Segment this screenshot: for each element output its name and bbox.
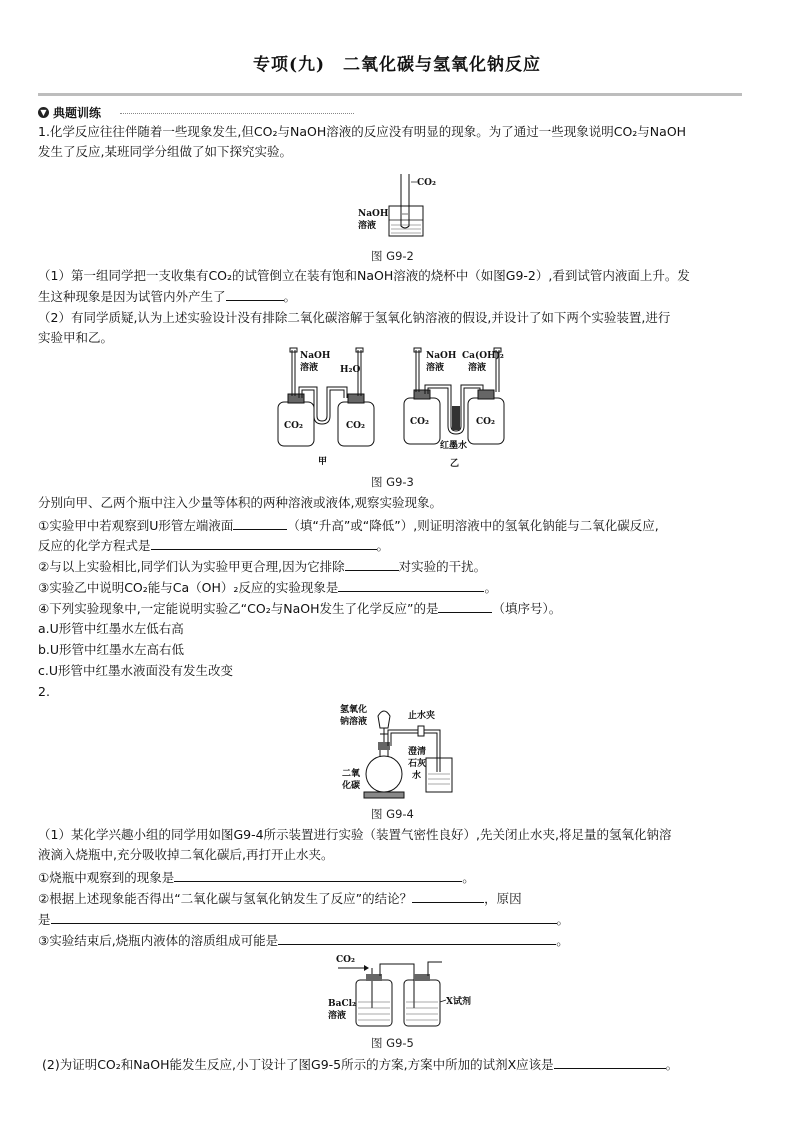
svg-text:Ca(OH)₂: Ca(OH)₂: [462, 351, 504, 361]
page-title: 专项(九) 二氧化碳与氢氧化钠反应: [252, 55, 542, 75]
q2-sub1: ①烧瓶中观察到的现象是 。: [38, 867, 758, 888]
svg-text:溶液: 溶液: [468, 363, 487, 373]
label-jia: 甲: [318, 457, 328, 467]
q1-sub1-line2: 反应的化学方程式是 。: [38, 535, 758, 556]
dropping-funnel: [378, 711, 390, 728]
option-c: c.U形管中红墨水液面没有发生改变: [38, 663, 233, 678]
svg-text:CO₂: CO₂: [284, 421, 303, 431]
section-label: 典题训练: [53, 106, 102, 120]
q2-sub2-line2: 是 。: [38, 909, 758, 930]
svg-text:溶液: 溶液: [300, 363, 319, 373]
chevron-down-icon: ▼: [38, 107, 49, 118]
figure-g9-5: [326, 952, 476, 1032]
q1-part2-line1: （2）有同学质疑,认为上述实验设计没有排除二氧化碳溶解于氢氧化钠溶液的假设,并设计了如下两个实验装置,进行: [38, 310, 671, 325]
svg-text:溶液: 溶液: [328, 1011, 347, 1021]
g92-solution-label: 溶液: [358, 221, 377, 231]
section-divider: [120, 113, 354, 114]
svg-text:NaOH: NaOH: [300, 351, 331, 361]
q1-intro-line2: 发生了反应,某班同学分组做了如下探究实验。: [38, 144, 292, 159]
answer-blank[interactable]: [345, 556, 399, 571]
svg-text:溶液: 溶液: [426, 363, 445, 373]
q1-part1-line1: （1）第一组同学把一支收集有CO₂的试管倒立在装有饱和NaOH溶液的烧杯中（如图G9-2）,看到试管内液面上升。发: [38, 268, 690, 283]
answer-blank[interactable]: [412, 888, 484, 903]
answer-blank[interactable]: [278, 930, 556, 945]
q1-sub1-line1: ①实验甲中若观察到U形管左端液面 （填“升高”或“降低”）,则证明溶液中的氢氧化钠能与二氧化碳反应,: [38, 515, 758, 536]
svg-text:CO₂: CO₂: [410, 417, 429, 427]
svg-text:NaOH: NaOH: [426, 351, 457, 361]
figure-g9-3: [268, 346, 524, 472]
q1-after-fig3: 分别向甲、乙两个瓶中注入少量等体积的两种溶液或液体,观察实验现象。: [38, 495, 442, 510]
figure-g9-2: [355, 170, 445, 242]
svg-text:化碳: 化碳: [342, 781, 361, 791]
g92-naoh-label: NaOH: [358, 209, 389, 219]
option-a: a.U形管中红墨水左低右高: [38, 621, 184, 636]
figure-g9-4: [338, 702, 486, 806]
section-header: [38, 104, 101, 121]
svg-text:氢氧化: 氢氧化: [340, 705, 368, 715]
answer-blank[interactable]: [554, 1054, 666, 1069]
water-clamp: [418, 726, 424, 736]
svg-text:石灰: 石灰: [408, 759, 427, 769]
q1-part1-line2: 生这种现象是因为试管内外产生了 。: [38, 286, 758, 307]
q2-sub2-line1: ②根据上述现象能否得出“二氧化碳与氢氧化钠发生了反应”的结论？ ，原因: [38, 888, 758, 909]
q2-part1-line2: 液滴入烧瓶中,充分吸收掉二氧化碳后,再打开止水夹。: [38, 847, 334, 862]
q2-sub3: ③实验结束后,烧瓶内液体的溶质组成可能是 。: [38, 930, 758, 951]
bottle-x-reagent: [404, 980, 440, 1026]
q2-number: 2.: [38, 684, 50, 699]
apparatus-yi: [404, 348, 504, 469]
title-divider: [38, 93, 742, 96]
q2-part2: (2)为证明CO₂和NaOH能发生反应,小丁设计了图G9-5所示的方案,方案中所加的试剂X应该是 。: [42, 1054, 762, 1075]
svg-text:X试剂: X试剂: [446, 997, 471, 1007]
answer-blank[interactable]: [226, 286, 284, 301]
answer-blank[interactable]: [174, 867, 462, 882]
svg-text:BaCl₂: BaCl₂: [328, 999, 356, 1009]
bottle-bacl2: [356, 980, 392, 1026]
caption-g9-3: 图 G9-3: [371, 475, 414, 489]
caption-g9-4: 图 G9-4: [371, 807, 414, 821]
answer-blank[interactable]: [438, 598, 492, 613]
svg-text:CO₂: CO₂: [476, 417, 495, 427]
q1-part2-line2: 实验甲和乙。: [38, 330, 114, 345]
g92-co2-label: CO₂: [417, 178, 436, 188]
apparatus-jia: [278, 348, 374, 467]
svg-text:CO₂: CO₂: [346, 421, 365, 431]
round-flask: [366, 756, 402, 792]
label-yi: 乙: [450, 459, 460, 469]
svg-text:水: 水: [412, 771, 422, 781]
beaker: [389, 206, 423, 236]
answer-blank[interactable]: [151, 535, 377, 550]
caption-g9-5: 图 G9-5: [371, 1036, 414, 1050]
answer-blank[interactable]: [51, 909, 557, 924]
svg-text:止水夹: 止水夹: [408, 711, 436, 721]
q1-sub3: ③实验乙中说明CO₂能与Ca（OH）₂反应的实验现象是 。: [38, 577, 758, 598]
svg-text:澄清: 澄清: [408, 747, 427, 757]
svg-text:H₂O: H₂O: [340, 365, 361, 375]
caption-g9-2: 图 G9-2: [371, 249, 414, 263]
svg-text:二氧: 二氧: [342, 769, 361, 779]
small-beaker: [426, 758, 452, 792]
q1-sub2: ②与以上实验相比,同学们认为实验甲更合理,因为它排除 对实验的干扰。: [38, 556, 758, 577]
svg-text:钠溶液: 钠溶液: [340, 717, 368, 727]
q1-intro-line1: 1.化学反应往往伴随着一些现象发生,但CO₂与NaOH溶液的反应没有明显的现象。为了通过一些现象说明CO₂与NaOH: [38, 124, 687, 139]
option-b: b.U形管中红墨水左高右低: [38, 642, 185, 657]
q2-part1-line1: （1）某化学兴趣小组的同学用如图G9-4所示装置进行实验（装置气密性良好）,先关闭止水夹,将足量的氢氧化钠溶: [38, 827, 672, 842]
answer-blank[interactable]: [338, 577, 484, 592]
label-red-ink: 红墨水: [440, 441, 468, 451]
answer-blank[interactable]: [233, 515, 287, 530]
q1-sub4: ④下列实验现象中,一定能说明实验乙“CO₂与NaOH发生了化学反应”的是 （填序号）。: [38, 598, 758, 619]
svg-text:CO₂: CO₂: [336, 955, 355, 965]
